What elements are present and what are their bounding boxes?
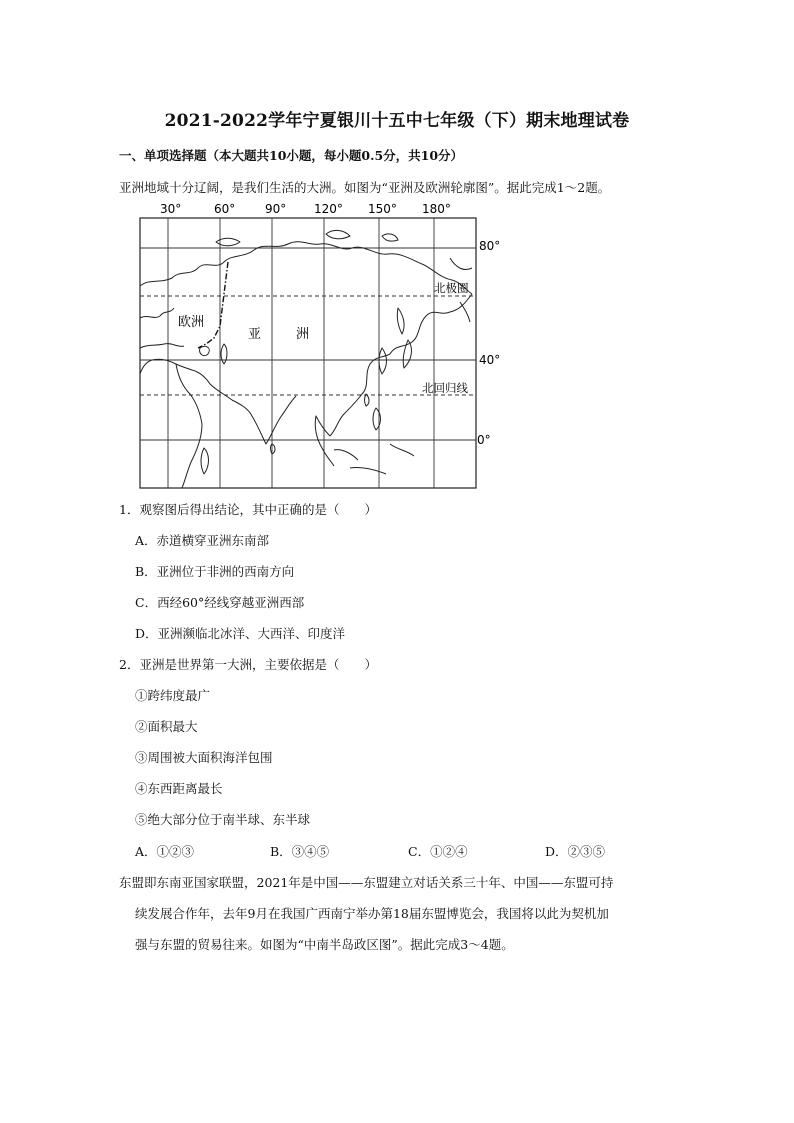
question-2-item-4: ④东西距离最长 bbox=[135, 781, 223, 796]
lon-label-60: 60° bbox=[214, 202, 236, 216]
lon-label-150: 150° bbox=[368, 202, 397, 216]
question-2-item-1: ①跨纬度最广 bbox=[135, 688, 211, 703]
intro-paragraph-1: 亚洲地域十分辽阔，是我们生活的大洲。如图为“亚洲及欧洲轮廓图”。据此完成1～2题。 bbox=[119, 180, 611, 195]
intro-paragraph-2-line-3: 强与东盟的贸易往来。如图为“中南半岛政区图”。据此完成3～4题。 bbox=[135, 937, 514, 952]
question-2-choice-c: C．①②④ bbox=[408, 844, 468, 859]
europe-asia-boundary bbox=[198, 262, 228, 348]
intro-paragraph-2-line-2: 续发展合作年，去年9月在我国广西南宁举办第18届东盟博览会，我国将以此为契机加 bbox=[135, 906, 609, 921]
lon-label-90: 90° bbox=[265, 202, 287, 216]
tropic-label: 北回归线 bbox=[422, 381, 468, 395]
asia-label-2: 洲 bbox=[296, 327, 310, 342]
question-2-item-3: ③周围被大面积海洋包围 bbox=[135, 750, 273, 765]
question-1-option-c: C．西经60°经线穿越亚洲西部 bbox=[135, 595, 305, 610]
lat-label-40: 40° bbox=[479, 353, 501, 367]
question-2-choice-d: D．②③⑤ bbox=[545, 844, 606, 859]
question-2-item-5: ⑤绝大部分位于南半球、东半球 bbox=[135, 812, 311, 827]
lon-label-30: 30° bbox=[160, 202, 182, 216]
lat-label-0: 0° bbox=[477, 433, 491, 447]
question-2-choice-b: B．③④⑤ bbox=[270, 844, 330, 859]
arctic-circle-label: 北极圈 bbox=[434, 281, 469, 295]
lon-label-180: 180° bbox=[422, 202, 451, 216]
coastline-outlines bbox=[140, 230, 472, 488]
meridian-grid bbox=[168, 218, 434, 488]
europe-label: 欧洲 bbox=[178, 315, 205, 330]
question-1-stem: 1．观察图后得出结论，其中正确的是（ ） bbox=[119, 502, 377, 517]
asia-europe-outline-map bbox=[120, 198, 520, 493]
question-1-option-d: D．亚洲濒临北冰洋、大西洋、印度洋 bbox=[135, 626, 346, 641]
question-1-option-b: B．亚洲位于非洲的西南方向 bbox=[135, 564, 295, 579]
intro-paragraph-2-line-1: 东盟即东南亚国家联盟，2021年是中国——东盟建立对话关系三十年、中国——东盟可持 bbox=[119, 875, 614, 890]
lat-label-80: 80° bbox=[479, 239, 501, 253]
asia-label-1: 亚 bbox=[248, 327, 262, 342]
page-title: 2021-2022学年宁夏银川十五中七年级（下）期末地理试卷 bbox=[164, 111, 630, 131]
question-1-option-a: A．赤道横穿亚洲东南部 bbox=[135, 533, 270, 548]
lon-label-120: 120° bbox=[314, 202, 343, 216]
map-frame bbox=[140, 218, 476, 488]
section-heading: 一、单项选择题（本大题共10小题，每小题0.5分，共10分） bbox=[119, 148, 464, 163]
question-2-stem: 2．亚洲是世界第一大洲，主要依据是（ ） bbox=[119, 657, 377, 672]
question-2-item-2: ②面积最大 bbox=[135, 719, 198, 734]
parallel-grid bbox=[140, 248, 476, 440]
question-2-choice-a: A．①②③ bbox=[135, 844, 195, 859]
